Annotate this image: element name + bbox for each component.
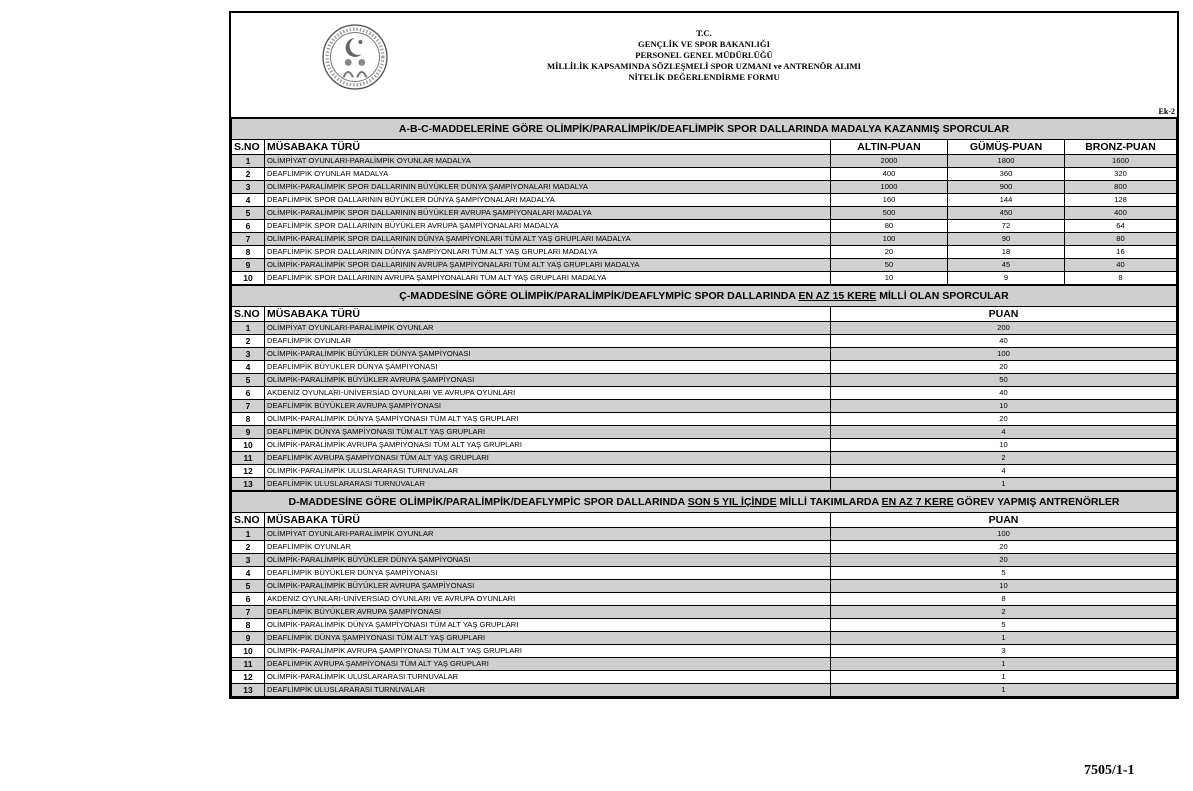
row-number: 2: [232, 335, 265, 348]
gold-points-cell: 100: [831, 233, 948, 246]
points-points-cell: 10: [831, 400, 1177, 413]
col-header-competition: MÜSABAKA TÜRÜ: [265, 140, 831, 155]
table-row: [232, 528, 1177, 541]
competition-name: DEAFLİMPİK SPOR DALLARININ DÜNYA ŞAMPİYONLARI TÜM ALT YAŞ GRUPLARI MADALYA: [265, 246, 831, 259]
row-number: 3: [232, 554, 265, 567]
bronze-points-cell: 64: [1065, 220, 1177, 233]
table-row: [232, 335, 1177, 348]
competition-name: OLİMPİK-PARALİMPİK BÜYÜKLER DÜNYA ŞAMPİYONASI: [265, 554, 831, 567]
table-row: [232, 400, 1177, 413]
table-row: [232, 465, 1177, 478]
competition-name: AKDENİZ OYUNLARI-UNİVERSİAD OYUNLARI VE AVRUPA OYUNLARI: [265, 387, 831, 400]
table-row: [232, 374, 1177, 387]
gold-points-cell: 1000: [831, 181, 948, 194]
bronze-points-cell: 800: [1065, 181, 1177, 194]
bronze-points-cell: 16: [1065, 246, 1177, 259]
table-row: [232, 181, 1177, 194]
competition-name: DEAFLİMPİK BÜYÜKLER AVRUPA ŞAMPİYONASI: [265, 400, 831, 413]
row-number: 2: [232, 168, 265, 181]
row-number: 6: [232, 387, 265, 400]
row-number: 5: [232, 207, 265, 220]
col-header-bronze: BRONZ-PUAN: [1065, 140, 1177, 155]
col-header-competition: MÜSABAKA TÜRÜ: [265, 307, 831, 322]
points-points-cell: 2: [831, 452, 1177, 465]
points-points-cell: 20: [831, 541, 1177, 554]
bronze-points-cell: 320: [1065, 168, 1177, 181]
competition-name: DEAFLİMPİK SPOR DALLARININ BÜYÜKLER DÜNYA ŞAMPİYONALARI MADALYA: [265, 194, 831, 207]
page-number: 7505/1-1: [1084, 763, 1135, 778]
points-points-cell: 200: [831, 322, 1177, 335]
section-c-title-underline: EN AZ 15 KERE: [798, 290, 877, 302]
row-number: 10: [232, 645, 265, 658]
row-number: 1: [232, 322, 265, 335]
header-line-1: T.C.: [696, 28, 712, 38]
points-points-cell: 1: [831, 632, 1177, 645]
header-line-2: GENÇLİK VE SPOR BAKANLIĞI: [638, 39, 770, 49]
points-points-cell: 1: [831, 658, 1177, 671]
row-number: 7: [232, 400, 265, 413]
competition-name: DEAFLİMPİK ULUSLARARASI TURNUVALAR: [265, 684, 831, 697]
silver-points-cell: 45: [948, 259, 1065, 272]
silver-points-cell: 72: [948, 220, 1065, 233]
section-a-title: A-B-C-MADDELERİNE GÖRE OLİMPİK/PARALİMPİK/DEAFLİMPİK SPOR DALLARINDA MADALYA KAZANMIŞ SPORCULAR: [232, 119, 1177, 140]
bronze-points-cell: 8: [1065, 272, 1177, 285]
section-c-title-part2: MİLLİ OLAN SPORCULAR: [876, 290, 1009, 302]
gold-points-cell: 10: [831, 272, 948, 285]
competition-name: DEAFLİMPİK DÜNYA ŞAMPİYONASI TÜM ALT YAŞ GRUPLARI: [265, 426, 831, 439]
table-row: [232, 361, 1177, 374]
table-row: [232, 478, 1177, 491]
bronze-points-cell: 1600: [1065, 155, 1177, 168]
points-points-cell: 1: [831, 478, 1177, 491]
points-points-cell: 20: [831, 361, 1177, 374]
form-header: [231, 13, 1177, 118]
competition-name: DEAFLİMPİK BÜYÜKLER DÜNYA ŞAMPİYONASI: [265, 567, 831, 580]
competition-name: OLİMPİK-PARALİMPİK AVRUPA ŞAMPİYONASI TÜM ALT YAŞ GRUPLARI: [265, 645, 831, 658]
gold-points-cell: 400: [831, 168, 948, 181]
section-c-title-part1: Ç-MADDESİNE GÖRE OLİMPİK/PARALİMPİK/DEAFLYMPİC SPOR DALLARINDA: [399, 290, 799, 302]
bronze-points-cell: 80: [1065, 233, 1177, 246]
competition-name: DEAFLİMPİK SPOR DALLARININ AVRUPA ŞAMPİYONALARI TÜM ALT YAŞ GRUPLARI MADALYA: [265, 272, 831, 285]
table-row: [232, 439, 1177, 452]
table-row: [232, 413, 1177, 426]
section-d-table: [231, 491, 1177, 697]
table-row: [232, 220, 1177, 233]
silver-points-cell: 144: [948, 194, 1065, 207]
competition-name: DEAFLİMPİK OYUNLAR: [265, 541, 831, 554]
competition-name: OLİMPİK-PARALİMPİK BÜYÜKLER DÜNYA ŞAMPİYONASI: [265, 348, 831, 361]
silver-points-cell: 1800: [948, 155, 1065, 168]
table-row: [232, 246, 1177, 259]
row-number: 9: [232, 426, 265, 439]
table-row: [232, 606, 1177, 619]
row-number: 4: [232, 361, 265, 374]
table-row: [232, 632, 1177, 645]
competition-name: DEAFLİMPİK OYUNLAR MADALYA: [265, 168, 831, 181]
silver-points-cell: 9: [948, 272, 1065, 285]
table-row: [232, 567, 1177, 580]
evaluation-form: [229, 11, 1179, 699]
table-row: [232, 645, 1177, 658]
competition-name: OLİMPİYAT OYUNLARI-PARALİMPİK OYUNLAR: [265, 528, 831, 541]
competition-name: DEAFLİMPİK ULUSLARARASI TURNUVALAR: [265, 478, 831, 491]
row-number: 2: [232, 541, 265, 554]
table-row: [232, 259, 1177, 272]
competition-name: OLİMPİK-PARALİMPİK DÜNYA ŞAMPİYONASI TÜM ALT YAŞ GRUPLARI: [265, 413, 831, 426]
section-d-title-part1: D-MADDESİNE GÖRE OLİMPİK/PARALİMPİK/DEAFLYMPİC SPOR DALLARINDA: [288, 496, 688, 508]
competition-name: OLİMPİK-PARALİMPİK SPOR DALLARININ DÜNYA ŞAMPİYONLARI TÜM ALT YAŞ GRUPLARI MADALYA: [265, 233, 831, 246]
row-number: 9: [232, 632, 265, 645]
competition-name: DEAFLİMPİK AVRUPA ŞAMPİYONASI TÜM ALT YAŞ GRUPLARI: [265, 452, 831, 465]
gold-points-cell: 160: [831, 194, 948, 207]
section-d-title-part2: MİLLİ TAKIMLARDA: [776, 496, 882, 508]
table-row: [232, 658, 1177, 671]
col-header-points: PUAN: [831, 307, 1177, 322]
col-header-gold: ALTIN-PUAN: [831, 140, 948, 155]
header-line-4: MİLLİLİK KAPSAMINDA SÖZLEŞMELİ SPOR UZMANI ve ANTRENÖR ALIMI: [547, 61, 861, 71]
table-row: [232, 387, 1177, 400]
competition-name: DEAFLİMPİK AVRUPA ŞAMPİYONASI TÜM ALT YAŞ GRUPLARI: [265, 658, 831, 671]
competition-name: OLİMPİK-PARALİMPİK ULUSLARARASI TURNUVALAR: [265, 465, 831, 478]
bronze-points-cell: 40: [1065, 259, 1177, 272]
row-number: 3: [232, 348, 265, 361]
row-number: 5: [232, 374, 265, 387]
section-d-title-part3: GÖREV YAPMIŞ ANTRENÖRLER: [953, 496, 1120, 508]
section-d-title-underline-1: SON 5 YIL İÇİNDE: [687, 496, 777, 508]
table-row: [232, 426, 1177, 439]
competition-name: DEAFLİMPİK BÜYÜKLER DÜNYA ŞAMPİYONASI: [265, 361, 831, 374]
col-header-points: PUAN: [831, 513, 1177, 528]
points-points-cell: 4: [831, 465, 1177, 478]
points-points-cell: 3: [831, 645, 1177, 658]
table-row: [232, 194, 1177, 207]
table-row: [232, 580, 1177, 593]
gold-points-cell: 80: [831, 220, 948, 233]
row-number: 12: [232, 465, 265, 478]
col-header-competition: MÜSABAKA TÜRÜ: [265, 513, 831, 528]
col-header-sno: S.NO: [232, 513, 265, 528]
silver-points-cell: 900: [948, 181, 1065, 194]
row-number: 10: [232, 439, 265, 452]
competition-name: DEAFLİMPİK DÜNYA ŞAMPİYONASI TÜM ALT YAŞ GRUPLARI: [265, 632, 831, 645]
points-points-cell: 2: [831, 606, 1177, 619]
header-line-5: NİTELİK DEĞERLENDİRME FORMU: [628, 72, 780, 82]
row-number: 8: [232, 413, 265, 426]
silver-points-cell: 360: [948, 168, 1065, 181]
gold-points-cell: 500: [831, 207, 948, 220]
table-row: [232, 684, 1177, 697]
competition-name: OLİMPİK-PARALİMPİK DÜNYA ŞAMPİYONASI TÜM ALT YAŞ GRUPLARI: [265, 619, 831, 632]
competition-name: OLİMPİYAT OYUNLARI-PARALİMPİK OYUNLAR MADALYA: [265, 155, 831, 168]
points-points-cell: 5: [831, 619, 1177, 632]
table-row: [232, 207, 1177, 220]
section-d-title-underline-2: EN AZ 7 KERE: [881, 496, 954, 508]
table-row: [232, 619, 1177, 632]
bronze-points-cell: 400: [1065, 207, 1177, 220]
row-number: 7: [232, 606, 265, 619]
competition-name: OLİMPİK-PARALİMPİK SPOR DALLARININ AVRUPA ŞAMPİYONALARI TÜM ALT YAŞ GRUPLARI MADALYA: [265, 259, 831, 272]
silver-points-cell: 450: [948, 207, 1065, 220]
row-number: 5: [232, 580, 265, 593]
row-number: 8: [232, 246, 265, 259]
points-points-cell: 8: [831, 593, 1177, 606]
points-points-cell: 10: [831, 580, 1177, 593]
points-points-cell: 100: [831, 348, 1177, 361]
competition-name: OLİMPİK-PARALİMPİK BÜYÜKLER AVRUPA ŞAMPİYONASI: [265, 374, 831, 387]
row-number: 13: [232, 684, 265, 697]
row-number: 1: [232, 155, 265, 168]
col-header-sno: S.NO: [232, 140, 265, 155]
row-number: 6: [232, 593, 265, 606]
table-row: [232, 272, 1177, 285]
section-c-table: [231, 285, 1177, 491]
competition-name: OLİMPİYAT OYUNLARI-PARALİMPİK OYUNLAR: [265, 322, 831, 335]
competition-name: OLİMPİK-PARALİMPİK BÜYÜKLER AVRUPA ŞAMPİYONASI: [265, 580, 831, 593]
row-number: 4: [232, 567, 265, 580]
section-a-table: [231, 118, 1177, 285]
table-row: [232, 554, 1177, 567]
bronze-points-cell: 128: [1065, 194, 1177, 207]
points-points-cell: 40: [831, 387, 1177, 400]
points-points-cell: 50: [831, 374, 1177, 387]
header-line-3: PERSONEL GENEL MÜDÜRLÜĞÜ: [635, 50, 773, 60]
points-points-cell: 1: [831, 684, 1177, 697]
row-number: 11: [232, 658, 265, 671]
gold-points-cell: 2000: [831, 155, 948, 168]
row-number: 11: [232, 452, 265, 465]
row-number: 12: [232, 671, 265, 684]
section-d-title: [232, 492, 1177, 513]
points-points-cell: 20: [831, 554, 1177, 567]
row-number: 4: [232, 194, 265, 207]
row-number: 9: [232, 259, 265, 272]
competition-name: AKDENİZ OYUNLARI-UNİVERSİAD OYUNLARI VE AVRUPA OYUNLARI: [265, 593, 831, 606]
table-row: [232, 593, 1177, 606]
row-number: 13: [232, 478, 265, 491]
table-row: [232, 348, 1177, 361]
silver-points-cell: 18: [948, 246, 1065, 259]
row-number: 7: [232, 233, 265, 246]
competition-name: OLİMPİK-PARALİMPİK SPOR DALLARININ BÜYÜKLER AVRUPA ŞAMPİYONALARI MADALYA: [265, 207, 831, 220]
annex-label: Ek-2: [1158, 107, 1175, 116]
points-points-cell: 4: [831, 426, 1177, 439]
points-points-cell: 5: [831, 567, 1177, 580]
table-row: [232, 541, 1177, 554]
table-row: [232, 233, 1177, 246]
competition-name: OLİMPİK-PARALİMPİK ULUSLARARASI TURNUVALAR: [265, 671, 831, 684]
competition-name: DEAFLİMPİK SPOR DALLARININ BÜYÜKLER AVRUPA ŞAMPİYONALARI MADALYA: [265, 220, 831, 233]
gold-points-cell: 50: [831, 259, 948, 272]
points-points-cell: 100: [831, 528, 1177, 541]
silver-points-cell: 90: [948, 233, 1065, 246]
table-row: [232, 671, 1177, 684]
row-number: 6: [232, 220, 265, 233]
row-number: 8: [232, 619, 265, 632]
points-points-cell: 40: [831, 335, 1177, 348]
col-header-silver: GÜMÜŞ-PUAN: [948, 140, 1065, 155]
competition-name: DEAFLİMPİK BÜYÜKLER AVRUPA ŞAMPİYONASI: [265, 606, 831, 619]
gold-points-cell: 20: [831, 246, 948, 259]
table-row: [232, 168, 1177, 181]
table-row: [232, 155, 1177, 168]
points-points-cell: 1: [831, 671, 1177, 684]
table-row: [232, 452, 1177, 465]
form-header-title: [231, 28, 1177, 83]
row-number: 3: [232, 181, 265, 194]
competition-name: OLİMPİK-PARALİMPİK AVRUPA ŞAMPİYONASI TÜM ALT YAŞ GRUPLARI: [265, 439, 831, 452]
competition-name: DEAFLİMPİK OYUNLAR: [265, 335, 831, 348]
competition-name: OLİMPİK-PARALİMPİK SPOR DALLARININ BÜYÜKLER DÜNYA ŞAMPİYONALARI MADALYA: [265, 181, 831, 194]
points-points-cell: 10: [831, 439, 1177, 452]
table-row: [232, 322, 1177, 335]
points-points-cell: 20: [831, 413, 1177, 426]
section-c-title: [232, 286, 1177, 307]
col-header-sno: S.NO: [232, 307, 265, 322]
row-number: 1: [232, 528, 265, 541]
row-number: 10: [232, 272, 265, 285]
